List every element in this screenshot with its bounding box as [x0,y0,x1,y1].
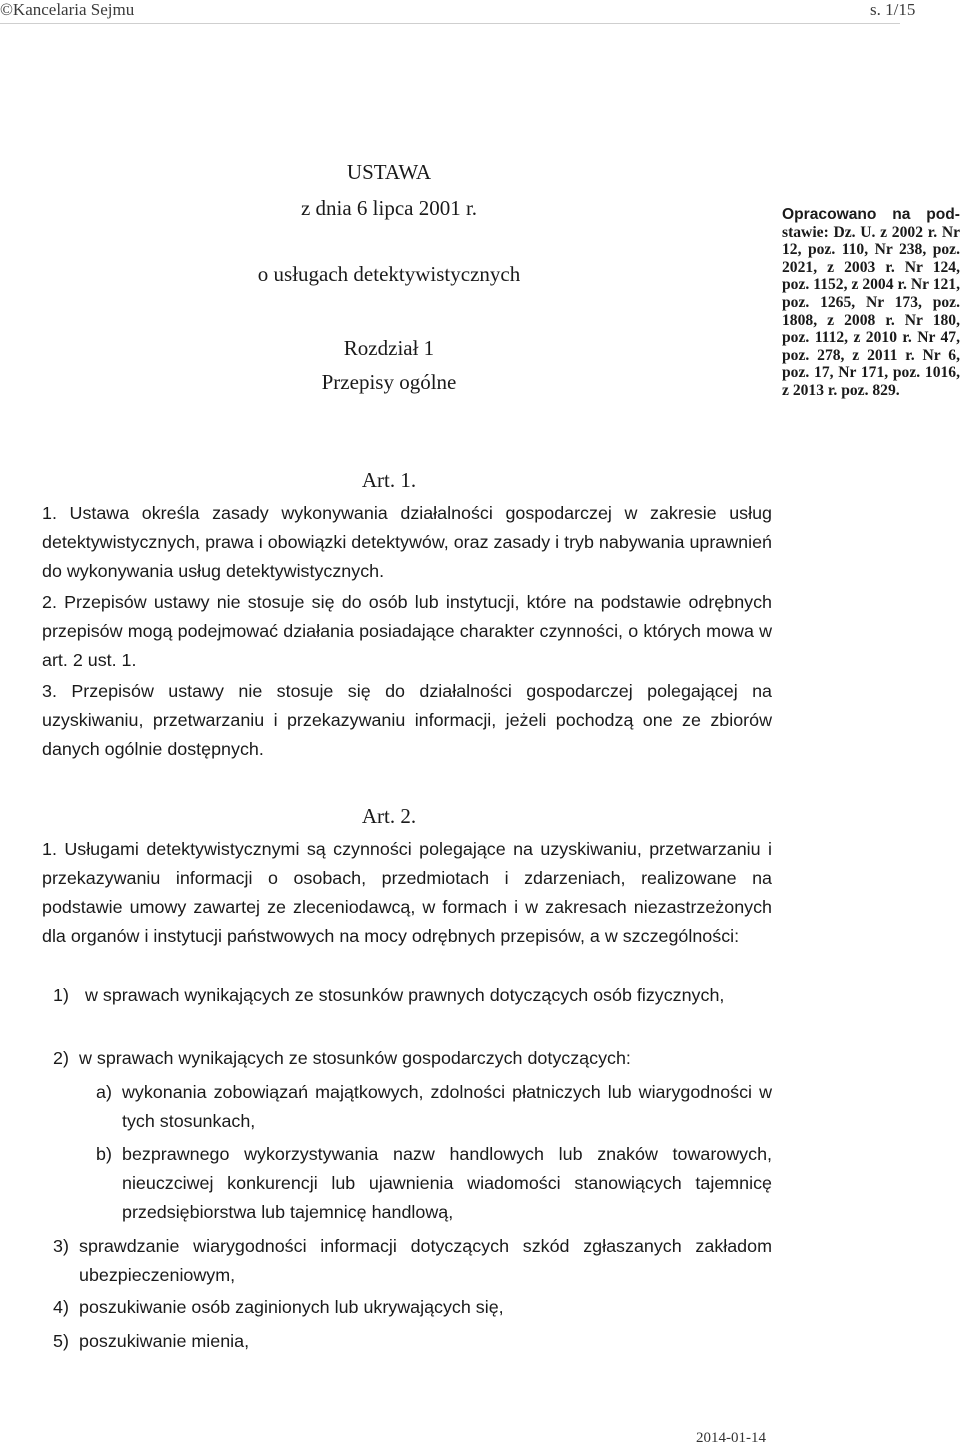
act-subject: o usługach detektywistycznych [257,262,521,286]
header-divider [0,23,900,24]
list-item [53,981,772,1010]
list-item-text: sprawdzanie wiarygodności informacji dotyczących szkód zgłaszanych zakładom ubezpieczeniowym, [79,1236,772,1285]
list-item [53,1044,772,1073]
article-2-paragraph-1: 1. Usługami detektywistycznymi są czynności polegające na uzyskiwaniu, przetwarzaniu i przekazywaniu informacji o osobach, przedmiotach i zdarzeniach, realizowane na podstawie umowy zawartej ze zleceniodawcą, w formach i w zakresach niezastrzeżonych dla organów i instytucji państwowych na mocy odrębnych przepisów, a w szczególności: [42,839,772,946]
sub-list-item [96,1140,772,1227]
article-1-paragraph-3: 3. Przepisów ustawy nie stosuje się do działalności gospodarczej polegającej na uzyskiwaniu, przetwarzaniu i przekazywaniu informacji, jeżeli pochodzą one ze zbiorów danych ogólnie dostępnych. [42,681,772,759]
act-type: USTAWA [346,160,432,184]
page-number: s. 1/15 [870,0,916,19]
list-item-number: 4) [53,1297,69,1317]
sub-list-item-letter: b) [96,1144,112,1164]
list-item-text: poszukiwanie osób zaginionych lub ukrywających się, [79,1297,504,1317]
list-item [53,1293,772,1322]
list-item [53,1327,772,1356]
article-1-paragraph-2: 2. Przepisów ustawy nie stosuje się do osób lub instytucji, które na podstawie odrębnych przepisów mogą podejmować działania posiadające charakter czynności, o których mowa w art. 2 ust. 1. [42,592,772,670]
list-item-text: w sprawach wynikających ze stosunków gospodarczych dotyczących: [79,1048,631,1068]
list-item-number: 1) [53,985,69,1005]
list-item [53,1232,772,1290]
list-item-number: 2) [53,1048,69,1068]
sub-list-item [96,1078,772,1136]
legal-basis-lead: Opracowano na pod- [782,206,960,223]
legal-basis-text: stawie: Dz. U. z 2002 r. Nr 12, poz. 110, Nr 238, poz. 2021, z 2003 r. Nr 124, poz. 1152, z 2004 r. Nr 121, poz. 1265, Nr 173, poz. 1808, z 2008 r. Nr 180, poz. 1112, z 2010 r. Nr 47, poz. 278, z 2011 r. Nr 6, poz. 17, Nr 171, poz. 1016, z 2013 r. poz. 829. [782,223,960,399]
chapter-title: Przepisy ogólne [321,370,457,394]
header-publisher: ©Kancelaria Sejmu [0,0,135,19]
document-date: 2014-01-14 [696,1430,766,1446]
list-item-number: 3) [53,1236,69,1256]
chapter-number: Rozdział 1 [343,336,435,360]
article-1-heading: Art. 1. [361,468,417,492]
article-1-paragraph-1: 1. Ustawa określa zasady wykonywania działalności gospodarczej w zakresie usług detektywistycznych, prawa i obowiązki detektywów, oraz zasady i tryb nabywania uprawnień do wykonywania usług detektywistycznych. [42,503,772,581]
sub-list-item-text: wykonania zobowiązań majątkowych, zdolności płatniczych lub wiarygodności w tych stosunkach, [122,1082,772,1131]
article-2-heading: Art. 2. [361,804,417,828]
sub-list-item-letter: a) [96,1082,112,1102]
sub-list-item-text: bezprawnego wykorzystywania nazw handlowych lub znaków towarowych, nieuczciwej konkurencji lub ujawnienia wiadomości stanowiących tajemnicę przedsiębiorstwa lub tajemnicę handlową, [122,1144,772,1222]
act-date: z dnia 6 lipca 2001 r. [300,196,478,220]
list-item-number: 5) [53,1331,69,1351]
list-item-text: w sprawach wynikających ze stosunków prawnych dotyczących osób fizycznych, [85,985,725,1005]
legal-basis-note [782,206,960,400]
list-item-text: poszukiwanie mienia, [79,1331,250,1351]
